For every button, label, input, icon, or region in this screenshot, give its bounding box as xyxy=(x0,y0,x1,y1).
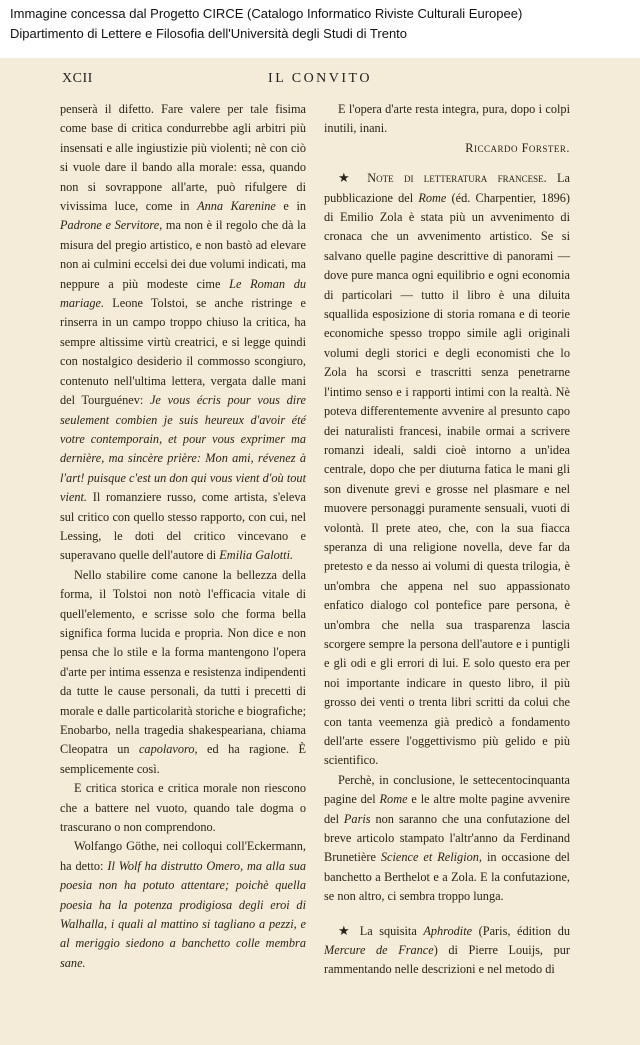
left-column xyxy=(60,100,306,973)
paragraph: Nello stabilire come canone la bellezza della forma, il Tolstoi non notò l'efficacia vitale di quell'elemento, e scrisse solo che forma bella significa forma lucida e propria. Non dice e non pensa che lo stile e la forma mantengono l'opera d'arte per intima essenza e resistenza indipendenti da tutte le cause personali, da tutti i precetti di morale e dalle particolarità storiche e biografiche; Enobarbo, nella tragedia shakespeariana, chiama Cleopatra un capolavoro, ed ha ragione. È semplicemente così. xyxy=(60,567,307,776)
paragraph: E l'opera d'arte resta integra, pura, dopo i colpi inutili, inani. xyxy=(324,102,570,136)
source-banner xyxy=(0,0,640,52)
paragraph: Wolfango Göthe, nei colloqui coll'Eckermann, ha detto: Il Wolf ha distrutto Omero, ma alla sua poesia non ha potuto attentare; poichè quella poesia ha la potenza prodigiosa degli eroi di Walhalla, i quali al mattino si tagliano a pezzi, e al meriggio siedono a banchetto colle membra sane. xyxy=(60,839,306,970)
scanned-page xyxy=(0,58,640,1045)
right-column xyxy=(324,100,570,980)
star-icon: ★ xyxy=(338,922,354,938)
note-paragraph: ★ Note di letteratura francese. La pubblicazione del Rome (éd. Charpentier, 1896) di Emilio Zola è stata più un avvenimento di cronaca che un avvenimento artistico. Se si salvano quelle pagine descrittive di panorami — dove pure manca ogni equilibrio e ogni economia di particolari — tutto il libro è una diluita squallida esposizione di storia romana e di teorie economiche spesso troppo simile agli originali volumi degli storici e degli economisti che lo Zola ha scorsi e trascritti senza penetrarne l'intimo senso e i rapporti intimi con la realtà. Nè poteva differentemente avvenire al presunto capo dei naturalisti francesi, inabile ormai a scrivere romanzi ideali, saldi cioè intorno a un'idea centrale, dopo che per diuturna fatica le mani gli son divenute grevi e grosse nel plasmare e nel muovere personaggi puramente sensuali, vuoti di volontà. Il prete ateo, che, con la sua fiacca speranza di una religione novella, deve far da pretesto e da nesso ai volumi di questa trilogia, è un'ombra che appena nel suo appassionato enfatico dialogo col pontefice pare persona, è un'ombra che nella sua trasparenza lascia scorgere sempre la persona dell'autore e i puntigli e gli odi e gli errori di lui. E solo questo era per noi importante indicare in questo libro, il più grosso dei venti o trenta libri scritti da colui che con tanta veemenza già predicò a fondamento dell'arte essere l'oggettivismo più gelido e più scientifico. xyxy=(324,170,571,768)
note-paragraph: ★ La squisita Aphrodite (Paris, édition du Mercure de France) di Pierre Louijs, pur rammentando nelle descrizioni e nel metodo di xyxy=(324,922,570,977)
star-icon: ★ xyxy=(338,170,357,186)
paragraph: penserà il difetto. Fare valere per tale fisima come base di critica condurrebbe agli arbitri più insensati e alle ingiustizie più violenti; nè con ciò si vuole dare il bando alla morale: essa, quando non si sovrappone all'arte, può rifulgere di vivissima luce, come in Anna Karenine e in Padrone e Servitore, ma non è il regolo che dà la misura del pregio artistico, e non bastò ad elevare non ai culmini eccelsi dei due volumi indicati, ma neppure a più modeste cime Le Roman du mariage. Leone Tolstoi, se anche ristringe e rinserra in un campo troppo chiuso la critica, ha sempre altissime virtù creatrici, e si legge quindi con nostalgico desiderio il commosso scongiuro, contenuto nell'ultima lettera, vergata dalle mani del Tourguénev: Je vous écris pour vous dire seulement combien je suis heureux d'avoir été votre contemporain, et pour vous exprimer ma dernière, ma sincère prière: Mon ami, révenez à l'art! puisque c'est un don qui vous vient d'où tout vient. Il romanziere russo, come artista, s'eleva sul critico con quello stesso rapporto, con cui, nel Lessing, le doti del critico vincevano e superavano quelle dell'autore di Emilia Galotti. xyxy=(60,102,307,563)
page-number: XCII xyxy=(62,71,93,86)
paragraph: Perchè, in conclusione, le settecentocinquanta pagine del Rome e le altre molte pagine avvenire del Paris non saranno che una confutazione del breve articolo stampato l'altr'anno da Ferdinand Brunetière Science et Religion, in occasione del banchetto a Berthelot e a Zola. E la confutazione, se non altro, ci sembra troppo lunga. xyxy=(324,772,570,904)
running-header xyxy=(60,71,580,93)
running-title: IL CONVITO xyxy=(268,71,372,86)
banner-line-1: Immagine concessa dal Progetto CIRCE (Catalogo Informatico Riviste Culturali Europee) xyxy=(10,6,523,21)
banner-line-2: Dipartimento di Lettere e Filosofia dell'Università degli Studi di Trento xyxy=(10,26,408,41)
signature: Riccardo Forster. xyxy=(465,140,570,155)
paragraph: E critica storica e critica morale non riescono che a battere nel vuoto, quando tale dogma o trascurano o non comprendono. xyxy=(60,781,306,835)
note-heading: Note di letteratura francese. xyxy=(367,171,547,186)
